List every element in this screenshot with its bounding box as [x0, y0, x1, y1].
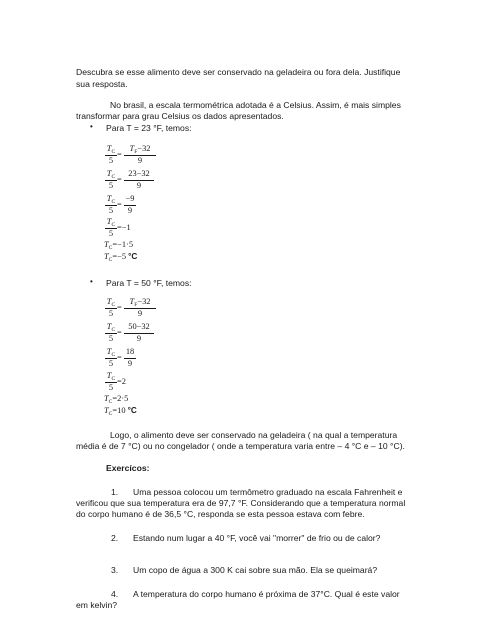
equals-sign: =: [117, 328, 122, 337]
fraction-tc-5: $T_C$ 5: [106, 194, 116, 215]
question-number: 4.: [111, 589, 119, 599]
fraction-minus9-over-9: −9 9: [125, 194, 135, 215]
equals-sign: =: [117, 150, 122, 159]
bullet-case-50f: Para T = 50 °F, temos:: [106, 278, 192, 288]
fraction-tc-5: $T_C$ 5: [106, 322, 116, 343]
equation-line: $T_C=-1\cdot 5$: [104, 240, 134, 251]
bullet-case-23f: Para T = 23 °F, temos:: [106, 123, 192, 133]
question-2-text: Estando num lugar a 40 °F, você vai "morrer" de frio ou de calor?: [133, 533, 381, 543]
equals-sign: =: [117, 303, 122, 312]
equation-final: $T_C=10$ °C: [104, 406, 137, 417]
fraction-tf-minus-32-over-9: $T_F-32$ 9: [123, 144, 157, 166]
question-4-text: A temperatura do corpo humano é próxima de 37°C. Qual é este valor: [133, 589, 400, 599]
fraction-18-over-9: 18 9: [125, 347, 135, 368]
conclusion-text: Logo, o alimento deve ser conservado na geladeira ( na qual a temperatura: [110, 430, 398, 440]
question-number: 1.: [111, 487, 119, 497]
fraction-tf-minus-32-over-9: $T_F-32$ 9: [123, 297, 157, 319]
fraction-tc-5: $T_C$ 5: [106, 169, 116, 190]
equation-line: $T_C=2\cdot 5$: [104, 394, 129, 405]
fraction-tc-5: $T_C$ 5: [106, 297, 116, 318]
question-1-text-cont: do corpo humano é de 36,5 °C, responda se esta pessoa estava com febre.: [76, 509, 365, 519]
equation-final: $T_C=-5$ °C: [104, 252, 138, 263]
equals-sign: =: [117, 175, 122, 184]
question-3-text: Um copo de água a 300 K cai sobre sua mão. Ela se queimará?: [133, 565, 378, 575]
equals-sign: =: [117, 353, 122, 362]
intro-text: Descubra se esse alimento deve ser conservado na geladeira ou fora dela. Justifique: [76, 67, 401, 77]
fraction-tc-5: $T_C$ 5: [106, 144, 116, 165]
bullet-icon: •: [90, 277, 93, 286]
fraction-tc-5: $T_C$ 5: [106, 347, 116, 368]
exercises-heading: Exercícos:: [106, 463, 150, 473]
paragraph-celsius: No brasil, a escala termométrica adotada é a Celsius. Assim, é mais simples: [110, 100, 401, 110]
question-number: 3.: [111, 565, 119, 575]
question-4-text-cont: em kelvin?: [76, 600, 118, 610]
question-1-text: Uma pessoa colocou um termômetro graduado na escala Fahrenheit e: [133, 487, 403, 497]
equation-result: =2: [117, 377, 126, 386]
fraction-tc-5: $T_C$ 5: [106, 217, 116, 238]
intro-text-cont: sua resposta.: [76, 79, 128, 89]
bullet-icon: •: [90, 122, 93, 131]
fraction-50-minus-32-over-9: 50−32 9: [123, 322, 155, 344]
equals-sign: =: [117, 200, 122, 209]
conclusion-text-cont: média é de 7 °C) ou no congelador ( onde a temperatura varia entre – 4 °C e – 10 °C).: [76, 441, 405, 451]
question-number: 2.: [111, 533, 119, 543]
fraction-23-minus-32-over-9: 23−32 9: [123, 169, 155, 191]
paragraph-celsius-cont: transformar para grau Celsius os dados apresentados.: [76, 111, 284, 121]
fraction-tc-5: $T_C$ 5: [106, 371, 116, 392]
equation-result: =−1: [117, 223, 131, 232]
question-1-text-cont: verificou que sua temperatura era de 97,7 °F. Considerando que a temperatura normal: [76, 498, 406, 508]
